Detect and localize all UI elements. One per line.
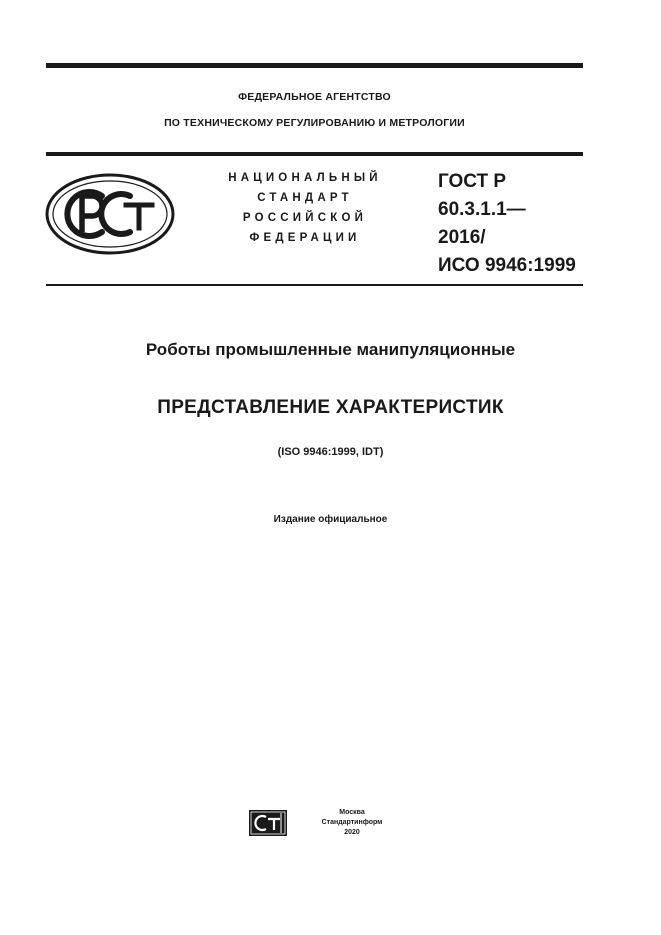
- document-title: Роботы промышленные манипуляционные: [145, 340, 516, 359]
- rst-logo-icon: [44, 172, 176, 256]
- document-subtitle: ПРЕДСТАВЛЕНИЕ ХАРАКТЕРИСТИК: [157, 397, 504, 418]
- international-reference: (ISO 9946:1999, IDT): [277, 446, 384, 458]
- agency-line-2: ПО ТЕХНИЧЕСКОМУ РЕГУЛИРОВАНИЮ И МЕТРОЛОГИИ: [164, 117, 465, 129]
- publisher-year: 2020: [344, 829, 360, 836]
- standartinform-logo-icon: [248, 809, 288, 837]
- standard-label-line-4: ФЕДЕРАЦИИ: [249, 232, 361, 244]
- agency-line-1: ФЕДЕРАЛЬНОЕ АГЕНТСТВО: [238, 91, 391, 103]
- designation-line-3: 2016/: [438, 227, 486, 248]
- publisher-name: Стандартинформ: [321, 819, 383, 826]
- designation-line-1: ГОСТ Р: [438, 171, 507, 192]
- edition-note: Издание официальное: [273, 514, 388, 525]
- top-rule: [46, 63, 583, 68]
- standard-label-line-2: СТАНДАРТ: [257, 192, 353, 204]
- designation-line-4: ИСО 9946:1999: [438, 255, 576, 276]
- bottom-rule: [46, 284, 583, 286]
- publisher-city: Москва: [339, 809, 365, 816]
- standard-label-line-1: НАЦИОНАЛЬНЫЙ: [228, 172, 382, 184]
- middle-rule: [46, 152, 583, 156]
- standard-label-line-3: РОССИЙСКОЙ: [242, 212, 368, 224]
- designation-line-2: 60.3.1.1—: [438, 199, 526, 220]
